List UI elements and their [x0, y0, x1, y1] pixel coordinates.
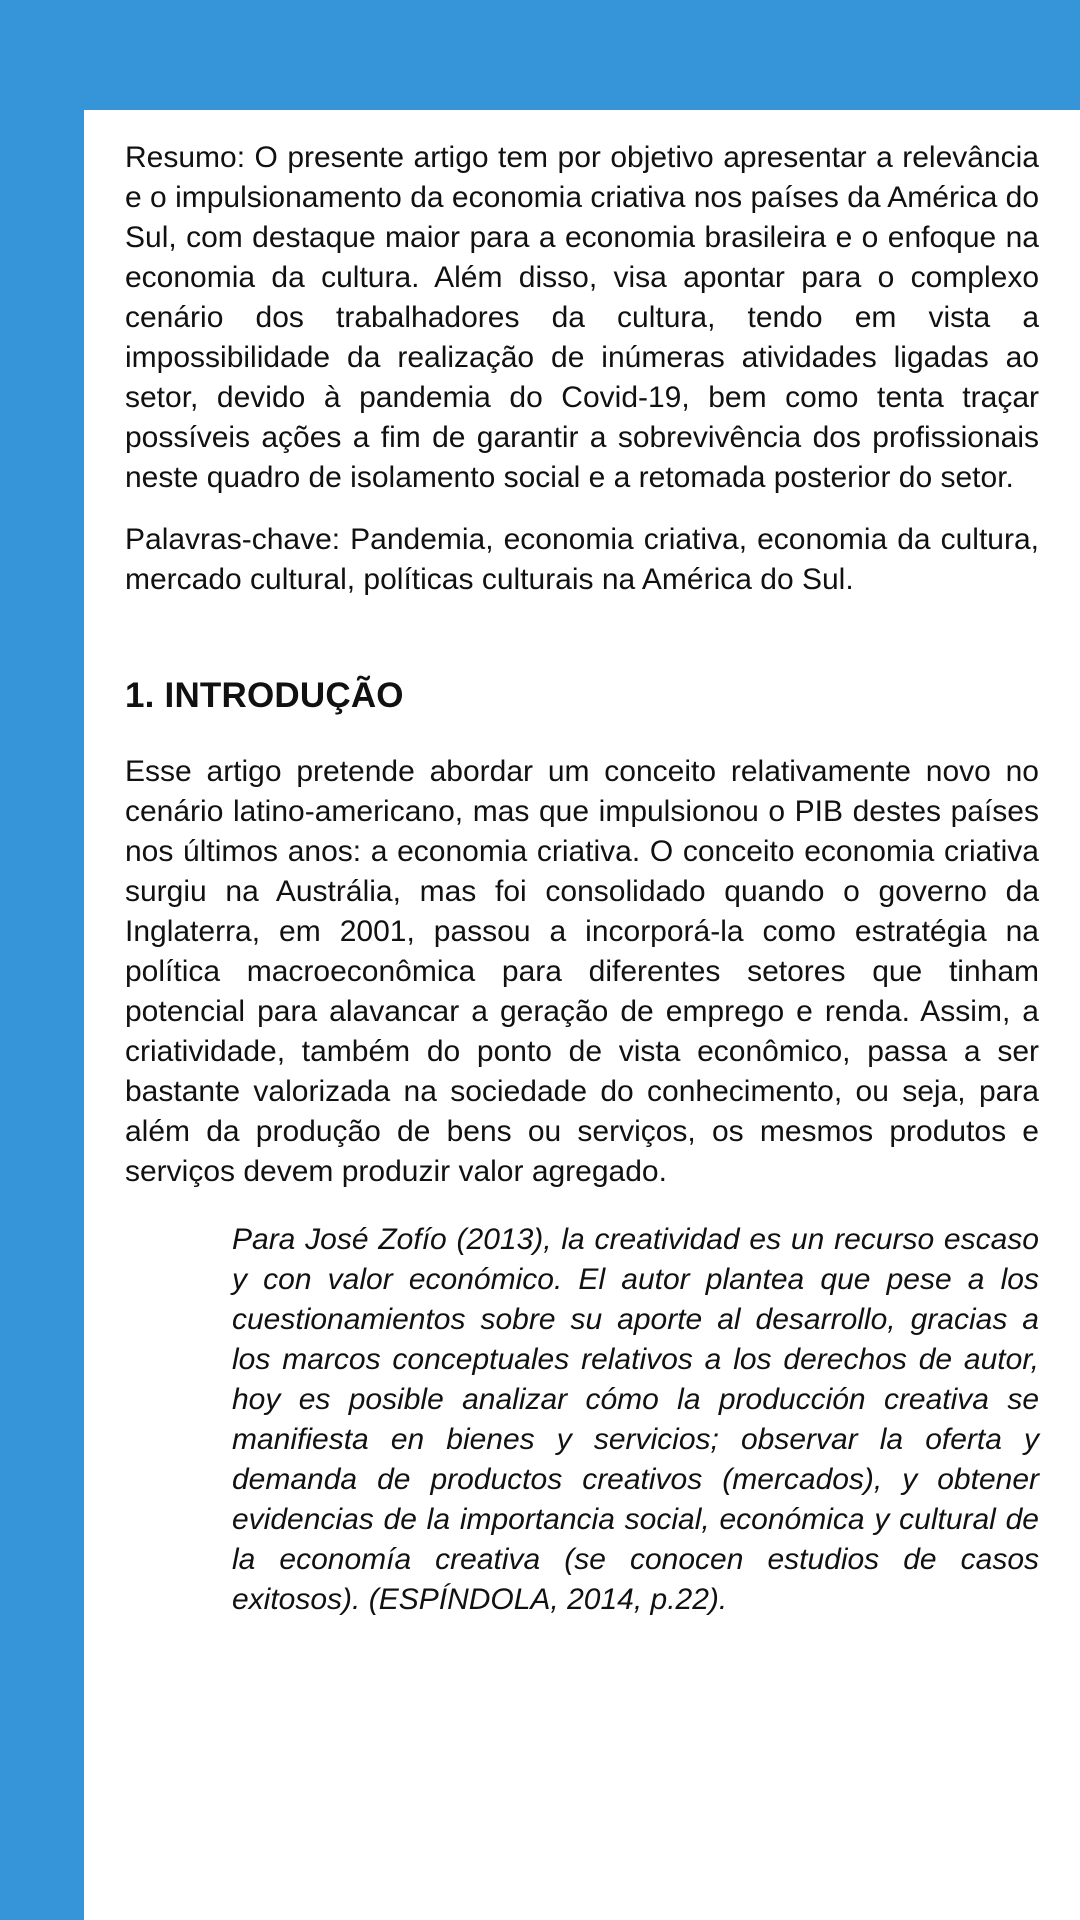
- abstract-paragraph: Resumo: O presente artigo tem por objetivo apresentar a relevância e o impulsionamento da economia criativa nos países da América do Sul, com destaque maior para a economia brasileira e o enfoque na economia da cultura. Além disso, visa apontar para o complexo cenário dos trabalhadores da cultura, tendo em vista a impossibilidade da realização de inúmeras atividades ligadas ao setor, devido à pandemia do Covid-19, bem como tenta traçar possíveis ações a fim de garantir a sobrevivência dos profissionais neste quadro de isolamento social e a retomada posterior do setor.: [125, 141, 1039, 494]
- introduction-paragraph: Esse artigo pretende abordar um conceito relativamente novo no cenário latino-americano, mas que impulsionou o PIB destes países nos últimos anos: a economia criativa. O conceito economia criativa surgiu na Austrália, mas foi consolidado quando o governo da Inglaterra, em 2001, passou a incorporá-la como estratégia na política macroeconômica para diferentes setores que tinham potencial para alavancar a geração de emprego e renda. Assim, a criatividade, também do ponto de vista econômico, passa a ser bastante valorizada na sociedade do conhecimento, ou seja, para além da produção de bens ou serviços, os mesmos produtos e serviços devem produzir valor agregado.: [125, 755, 1039, 1188]
- left-blue-band: [0, 0, 84, 1920]
- block-quote: Para José Zofío (2013), la creatividad es un recurso escaso y con valor económico. El autor plantea que pese a los cuestionamientos sobre su aporte al desarrollo, gracias a los marcos conceptuales relativos a los derechos de autor, hoy es posible analizar cómo la producción creativa se manifiesta en bienes y servicios; observar la oferta y demanda de productos creativos (mercados), y obtener evidencias de la importancia social, económica y cultural de la economía creativa (se conocen estudios de casos exitosos). (ESPÍNDOLA, 2014, p.22).: [232, 1223, 1039, 1616]
- section-heading: 1. INTRODUÇÃO: [125, 676, 404, 715]
- document-page: [84, 110, 1080, 1920]
- document-content: [125, 138, 1039, 1620]
- top-blue-band: [0, 0, 1080, 110]
- keywords-paragraph: Palavras-chave: Pandemia, economia criativa, economia da cultura, mercado cultural, políticas culturais na América do Sul.: [125, 523, 1039, 596]
